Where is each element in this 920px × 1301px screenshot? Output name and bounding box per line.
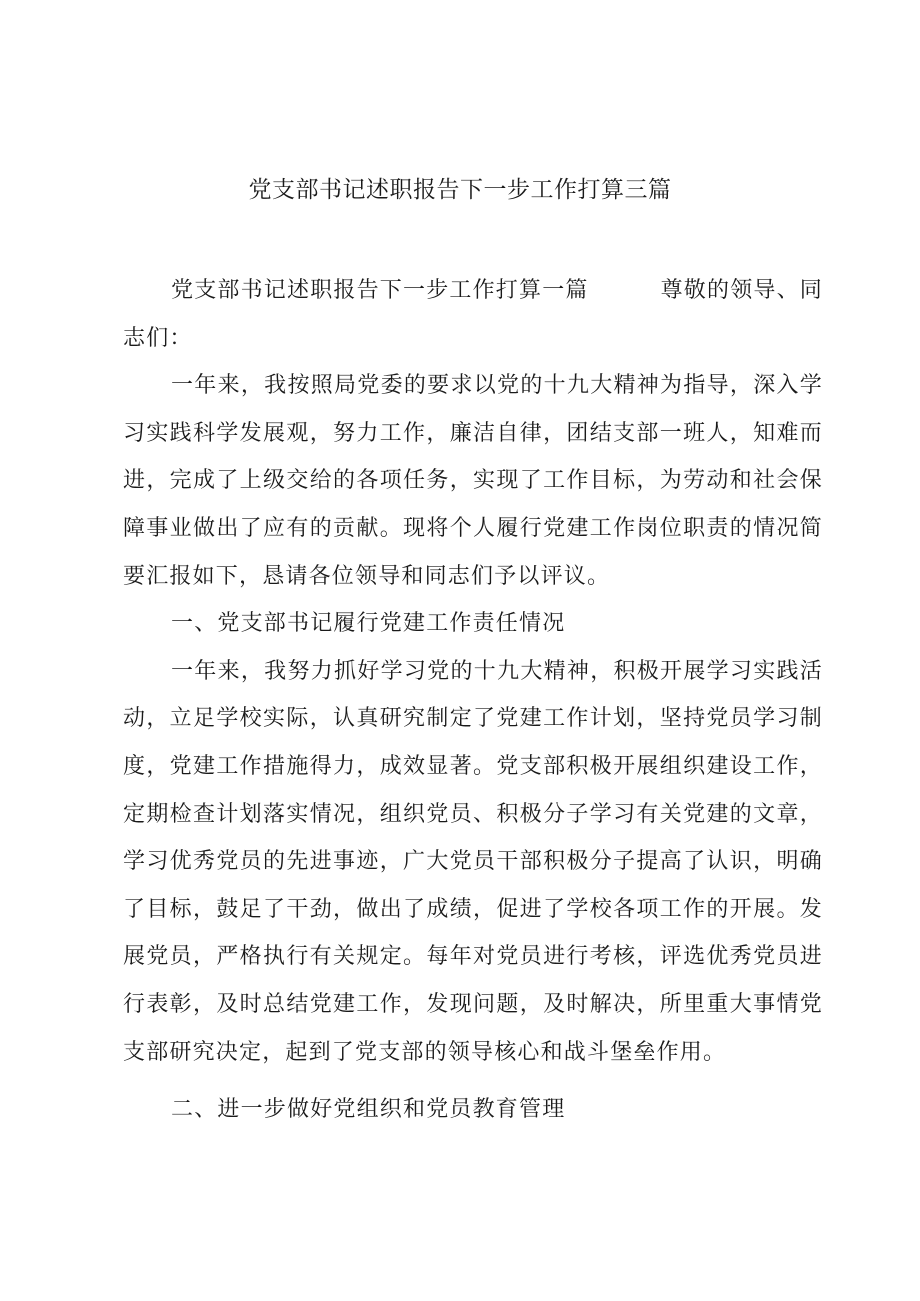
section-heading-2: 二、进一步做好党组织和党员教育管理 [171, 1097, 566, 1123]
salutation: 尊敬的领导、同志们： [123, 278, 824, 351]
section-heading-1: 一、党支部书记履行党建工作责任情况 [171, 611, 566, 637]
document-body [123, 267, 823, 1134]
intro-subtitle: 党支部书记述职报告下一步工作打算一篇 [171, 278, 589, 303]
body-paragraph-1: 一年来，我按照局党委的要求以党的十九大精神为指导，深入学习实践科学发展观，努力工作，廉洁自律，团结支部一班人，知难而进，完成了上级交给的各项任务，实现了工作目标，为劳动和社会保障事业做出了应有的贡献。现将个人履行党建工作岗位职责的情况简要汇报如下，恳请各位领导和同志们予以评议。 [123, 373, 823, 589]
document-title: 党支部书记述职报告下一步工作打算三篇 [248, 177, 672, 203]
body-paragraph-2: 一年来，我努力抓好学习党的十九大精神，积极开展学习实践活动，立足学校实际，认真研究制定了党建工作计划，坚持党员学习制度，党建工作措施得力，成效显著。党支部积极开展组织建设工作，定期检查计划落实情况，组织党员、积极分子学习有关党建的文章，学习优秀党员的先进事迹，广大党员干部积极分子提高了认识，明确了目标，鼓足了干劲，做出了成绩，促进了学校各项工作的开展。发展党员，严格执行有关规定。每年对党员进行考核，评选优秀党员进行表彰，及时总结党建工作，发现问题，及时解决，所里重大事情党支部研究决定，起到了党支部的领导核心和战斗堡垒作用。 [123, 658, 823, 1065]
intro-paragraph [123, 267, 823, 362]
